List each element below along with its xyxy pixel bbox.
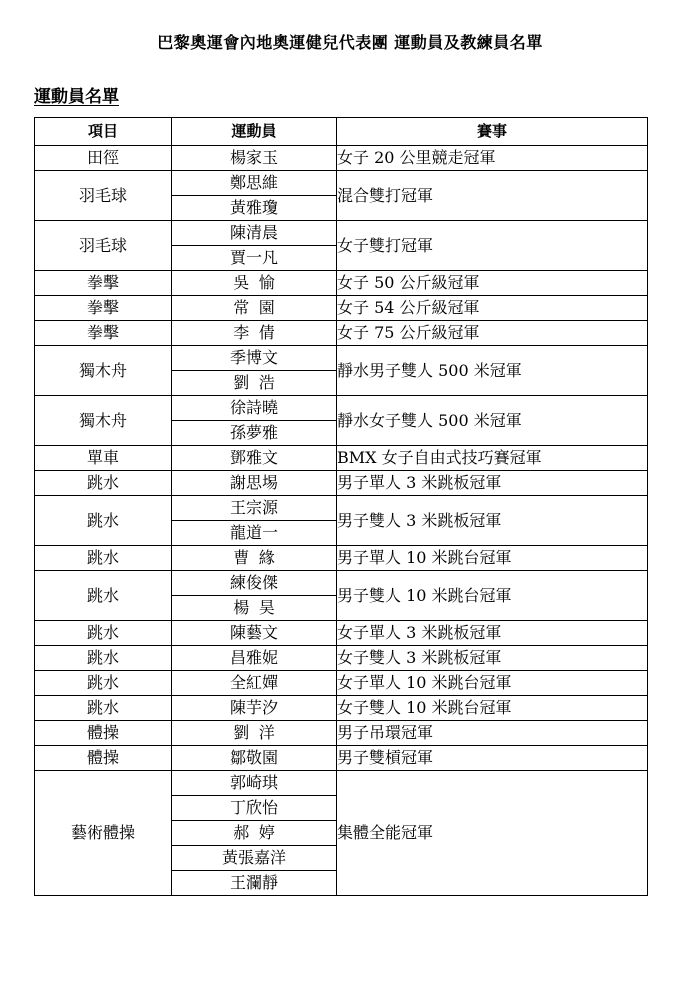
event-cell: 獨木舟 <box>35 396 172 446</box>
competition-cell: 男子雙槓冠軍 <box>337 746 648 771</box>
table-row <box>35 346 648 371</box>
table-row <box>35 496 648 521</box>
competition-cell: 女子單人 10 米跳台冠軍 <box>337 671 648 696</box>
event-cell: 跳水 <box>35 646 172 671</box>
athlete-cell: 曹緣 <box>172 546 337 571</box>
competition-cell: 男子單人 10 米跳台冠軍 <box>337 546 648 571</box>
athlete-cell: 劉洋 <box>172 721 337 746</box>
competition-cell: 女子雙人 10 米跳台冠軍 <box>337 696 648 721</box>
competition-cell: 女子 75 公斤級冠軍 <box>337 321 648 346</box>
column-header-competition: 賽事 <box>337 118 648 146</box>
table-row <box>35 171 648 196</box>
event-cell: 羽毛球 <box>35 171 172 221</box>
event-cell: 跳水 <box>35 621 172 646</box>
competition-cell: 女子 54 公斤級冠軍 <box>337 296 648 321</box>
competition-cell: 女子 20 公里競走冠軍 <box>337 146 648 171</box>
table-row <box>35 721 648 746</box>
athlete-cell: 陳芋汐 <box>172 696 337 721</box>
athlete-cell: 鄭思維 <box>172 171 337 196</box>
athlete-cell: 謝思埸 <box>172 471 337 496</box>
table-row <box>35 571 648 596</box>
competition-cell: 混合雙打冠軍 <box>337 171 648 221</box>
athlete-cell: 賈一凡 <box>172 246 337 271</box>
event-cell: 跳水 <box>35 571 172 621</box>
competition-cell: 女子單人 3 米跳板冠軍 <box>337 621 648 646</box>
table-row <box>35 296 648 321</box>
event-cell: 獨木舟 <box>35 346 172 396</box>
table-row <box>35 771 648 796</box>
column-header-athlete: 運動員 <box>172 118 337 146</box>
event-cell: 羽毛球 <box>35 221 172 271</box>
athlete-cell: 季博文 <box>172 346 337 371</box>
athlete-cell: 陳清晨 <box>172 221 337 246</box>
athlete-cell: 王瀾靜 <box>172 871 337 896</box>
competition-cell: 女子雙人 3 米跳板冠軍 <box>337 646 648 671</box>
competition-cell: 男子雙人 10 米跳台冠軍 <box>337 571 648 621</box>
competition-cell: 男子吊環冠軍 <box>337 721 648 746</box>
column-header-event: 項目 <box>35 118 172 146</box>
table-row <box>35 671 648 696</box>
competition-cell: 集體全能冠軍 <box>337 771 648 896</box>
athlete-cell: 李倩 <box>172 321 337 346</box>
table-row <box>35 446 648 471</box>
competition-cell: 靜水男子雙人 500 米冠軍 <box>337 346 648 396</box>
section-heading: 運動員名單 <box>34 87 119 107</box>
table-row <box>35 146 648 171</box>
athlete-cell: 吳愉 <box>172 271 337 296</box>
athlete-cell: 鄧雅文 <box>172 446 337 471</box>
event-cell: 單車 <box>35 446 172 471</box>
athlete-roster-table <box>34 117 648 896</box>
competition-cell: 男子雙人 3 米跳板冠軍 <box>337 496 648 546</box>
table-row <box>35 746 648 771</box>
table-row <box>35 621 648 646</box>
event-cell: 跳水 <box>35 496 172 546</box>
table-row <box>35 471 648 496</box>
athlete-cell: 楊昊 <box>172 596 337 621</box>
table-header-row <box>35 118 648 146</box>
athlete-cell: 黃雅瓊 <box>172 196 337 221</box>
competition-cell: 男子單人 3 米跳板冠軍 <box>337 471 648 496</box>
table-row <box>35 271 648 296</box>
athlete-cell: 郝婷 <box>172 821 337 846</box>
event-cell: 跳水 <box>35 671 172 696</box>
competition-cell: BMX 女子自由式技巧賽冠軍 <box>337 446 648 471</box>
table-body <box>35 146 648 896</box>
event-cell: 跳水 <box>35 471 172 496</box>
event-cell: 藝術體操 <box>35 771 172 896</box>
event-cell: 體操 <box>35 746 172 771</box>
athlete-cell: 孫夢雅 <box>172 421 337 446</box>
table-row <box>35 396 648 421</box>
athlete-cell: 陳藝文 <box>172 621 337 646</box>
competition-cell: 女子雙打冠軍 <box>337 221 648 271</box>
document-title: 巴黎奧運會內地奧運健兒代表團 運動員及教練員名單 <box>157 33 543 52</box>
athlete-cell: 鄒敬園 <box>172 746 337 771</box>
event-cell: 拳擊 <box>35 271 172 296</box>
athlete-cell: 楊家玉 <box>172 146 337 171</box>
event-cell: 田徑 <box>35 146 172 171</box>
competition-cell: 女子 50 公斤級冠軍 <box>337 271 648 296</box>
event-cell: 拳擊 <box>35 296 172 321</box>
competition-cell: 靜水女子雙人 500 米冠軍 <box>337 396 648 446</box>
athlete-cell: 練俊傑 <box>172 571 337 596</box>
event-cell: 拳擊 <box>35 321 172 346</box>
event-cell: 體操 <box>35 721 172 746</box>
event-cell: 跳水 <box>35 696 172 721</box>
table-row <box>35 221 648 246</box>
athlete-cell: 黃張嘉洋 <box>172 846 337 871</box>
athlete-cell: 劉浩 <box>172 371 337 396</box>
athlete-cell: 郭崎琪 <box>172 771 337 796</box>
athlete-cell: 龍道一 <box>172 521 337 546</box>
athlete-cell: 丁欣怡 <box>172 796 337 821</box>
athlete-cell: 全紅嬋 <box>172 671 337 696</box>
table-row <box>35 321 648 346</box>
event-cell: 跳水 <box>35 546 172 571</box>
athlete-cell: 徐詩曉 <box>172 396 337 421</box>
table-row <box>35 546 648 571</box>
athlete-cell: 常園 <box>172 296 337 321</box>
athlete-cell: 昌雅妮 <box>172 646 337 671</box>
athlete-cell: 王宗源 <box>172 496 337 521</box>
